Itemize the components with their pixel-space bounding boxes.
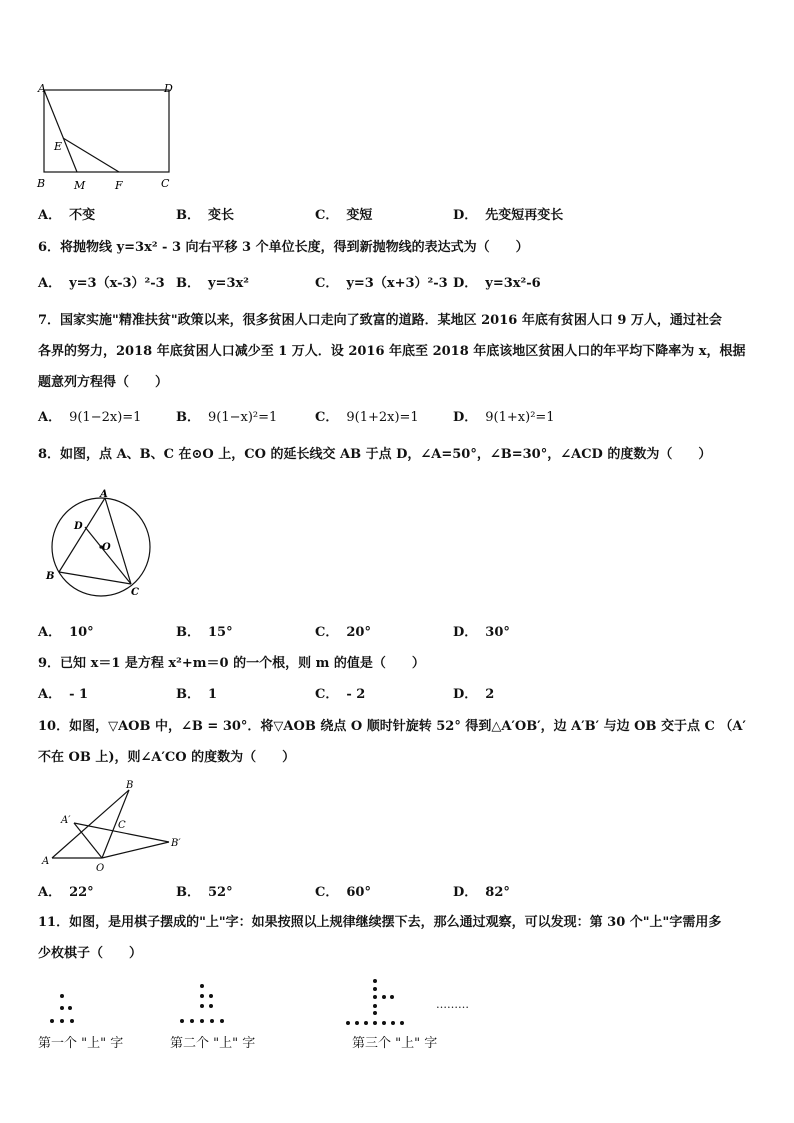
option-text: 15° [208,625,233,640]
option-label: A． [38,208,62,223]
label-A: A [100,489,108,500]
option-label: A． [38,885,62,900]
option-text: 9(1−x)²=1 [208,410,278,425]
option-text: 10° [69,625,94,640]
option-label: B． [176,687,200,702]
option-text: 变长 [208,208,235,223]
label-C: C [131,587,139,598]
label-D: D [74,521,83,532]
label-B: B [126,780,134,791]
q7-option-a[interactable] [38,410,141,426]
option-text: y=3（x+3）²-3 [346,276,448,291]
label-D: D [164,82,173,95]
q7-option-b[interactable] [176,410,277,426]
option-text: 9(1+2x)=1 [346,410,419,425]
label-A-prime: A′ [61,815,71,826]
q5-option-c[interactable] [315,208,372,224]
option-text: 2 [485,687,495,702]
q5-option-d[interactable] [453,208,563,224]
q7-option-c[interactable] [315,410,419,426]
q9-option-a[interactable] [38,687,88,703]
option-text: y=3x² [208,276,249,291]
option-label: A． [38,687,62,702]
chess-pattern-3 [340,975,415,1031]
q9-option-b[interactable] [176,687,217,703]
q7-option-d[interactable] [453,410,555,426]
option-label: C． [315,410,339,425]
q9-option-d[interactable] [453,687,494,703]
option-label: C． [315,208,339,223]
q8-option-c[interactable] [315,625,371,641]
label-C: C [161,177,170,190]
option-text: 1 [208,687,218,702]
option-text: 9(1+x)²=1 [485,410,555,425]
option-label: D． [453,276,478,291]
option-label: A． [38,410,62,425]
label-O: O [96,863,105,873]
label-E: E [54,140,63,153]
option-label: D． [453,208,478,223]
q5-option-a[interactable] [38,208,95,224]
label-C: C [118,820,126,831]
circle-figure [38,485,163,605]
option-text: 不变 [69,208,96,223]
label-A: A [42,856,50,867]
option-label: D． [453,410,478,425]
option-label: B． [176,276,200,291]
q10-option-a[interactable] [38,885,94,901]
q6-option-a[interactable] [38,276,165,292]
option-label: C． [315,276,339,291]
q7-stem-line-3: 题意列方程得（ ） [38,375,169,390]
option-label: C． [315,885,339,900]
option-text: 20° [346,625,371,640]
pattern-ellipsis: ……… [436,998,469,1011]
option-text: y=3（x-3）²-3 [69,276,165,291]
option-label: D． [453,885,478,900]
q7-stem-line-2: 各界的努力，2018 年底贫困人口减少至 1 万人．设 2016 年底至 2018 年底该地区贫困人口的年平均下降率为 x，根据 [38,344,746,359]
q5-option-b[interactable] [176,208,234,224]
label-B: B [46,571,55,582]
caption-first: 第一个 "上" 字 [38,1036,124,1051]
q10-option-b[interactable] [176,885,233,901]
option-label: B． [176,208,200,223]
option-label: A． [38,625,62,640]
option-text: 52° [208,885,233,900]
option-text: 9(1−2x)=1 [69,410,142,425]
q6-option-d[interactable] [453,276,541,292]
option-label: B． [176,625,200,640]
q8-option-b[interactable] [176,625,233,641]
q8-option-d[interactable] [453,625,510,641]
chess-pattern-1 [40,990,85,1030]
rotation-figure [36,778,186,873]
option-text: 60° [346,885,371,900]
option-label: A． [38,276,62,291]
q11-stem-line-2: 少枚棋子（ ） [38,946,143,961]
caption-second: 第二个 "上" 字 [170,1036,256,1051]
q6-option-c[interactable] [315,276,448,292]
option-text: y=3x²-6 [485,276,541,291]
label-A: A [38,82,46,95]
label-B: B [37,177,46,190]
option-text: 30° [485,625,510,640]
q11-stem-line-1: 11．如图，是用棋子摆成的"上"字：如果按照以上规律继续摆下去，那么通过观察，可以发现：第 30 个"上"字需用多 [38,915,722,930]
label-M: M [74,179,86,192]
option-label: C． [315,625,339,640]
label-O: O [102,542,111,553]
q10-option-c[interactable] [315,885,371,901]
q9-stem: 9．已知 x＝1 是方程 x²+m＝0 的一个根，则 m 的值是（ ） [38,656,425,671]
option-label: D． [453,625,478,640]
option-text: 先变短再变长 [485,208,564,223]
chess-pattern-2 [170,980,235,1030]
q8-stem: 8．如图，点 A、B、C 在⊙O 上，CO 的延长线交 AB 于点 D，∠A=50°，∠B=30°，∠ACD 的度数为（ ） [38,447,712,462]
caption-third: 第三个 "上" 字 [352,1036,438,1051]
option-text: 82° [485,885,510,900]
option-text: - 2 [346,687,366,702]
option-text: 变短 [346,208,373,223]
q6-stem: 6．将抛物线 y=3x² - 3 向右平移 3 个单位长度，得到新抛物线的表达式为（ ） [38,240,529,255]
option-text: 22° [69,885,94,900]
q10-stem-line-1: 10．如图，▽AOB 中，∠B = 30°．将▽AOB 绕点 O 顺时针旋转 52° 得到△A′OB′，边 A′B′ 与边 OB 交于点 C （A′ [38,719,746,734]
q10-stem-line-2: 不在 OB 上)，则∠A′CO 的度数为（ ） [38,750,296,765]
option-label: B． [176,885,200,900]
q7-stem-line-1: 7．国家实施"精准扶贫"政策以来，很多贫困人口走向了致富的道路．某地区 2016 年底有贫困人口 9 万人，通过社会 [38,313,722,328]
label-B-prime: B′ [171,838,181,849]
q9-option-c[interactable] [315,687,365,703]
option-label: D． [453,687,478,702]
q6-option-b[interactable] [176,276,249,292]
label-F: F [115,179,123,192]
q10-option-d[interactable] [453,885,510,901]
option-label: B． [176,410,200,425]
option-text: - 1 [69,687,89,702]
rectangle-figure [34,80,184,195]
option-label: C． [315,687,339,702]
q8-option-a[interactable] [38,625,94,641]
